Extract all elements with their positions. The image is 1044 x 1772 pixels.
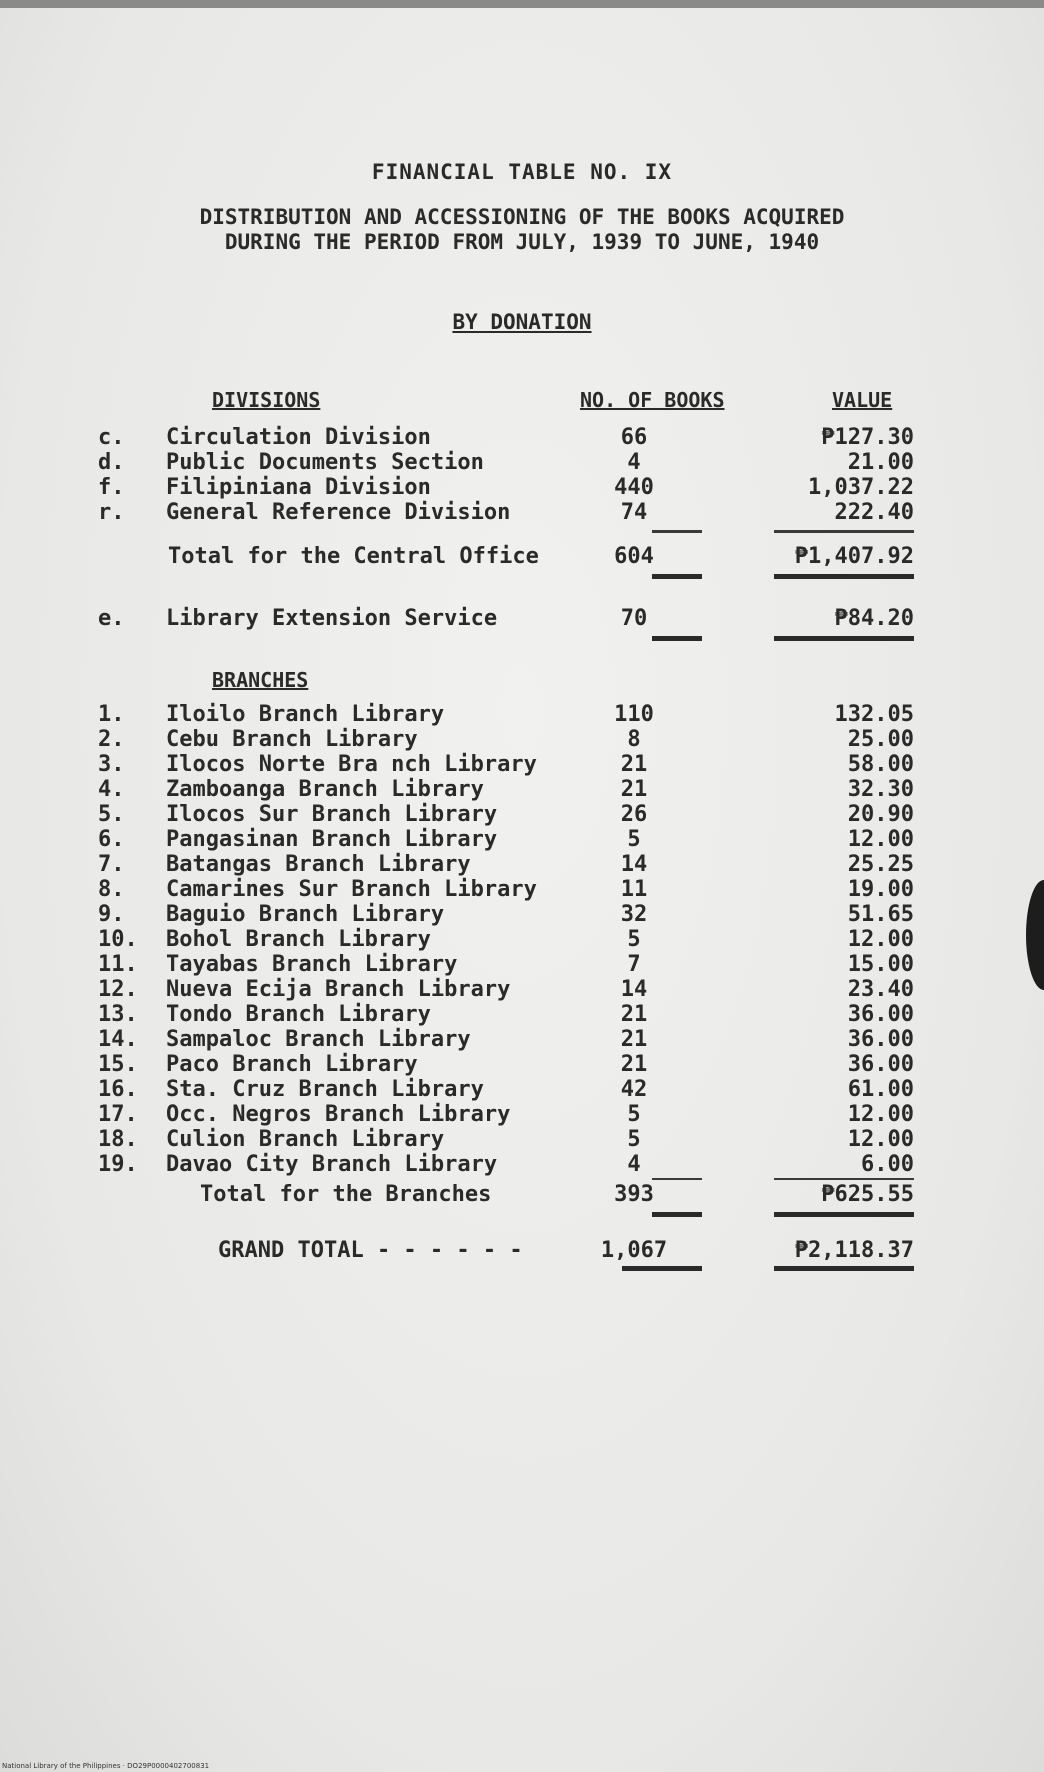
- row-name: Library Extension Service: [166, 606, 498, 631]
- subtitle-line: DURING THE PERIOD FROM JULY, 1939 TO JUNE, 1940: [224, 230, 820, 254]
- row-marker: 17.: [98, 1102, 138, 1127]
- row-value: 58.00: [847, 752, 914, 777]
- row-name: Total for the Central Office: [168, 544, 539, 569]
- table-row: [0, 450, 1044, 475]
- row-marker: 9.: [98, 902, 125, 927]
- branch-row: [0, 852, 1044, 877]
- row-marker: 7.: [98, 852, 125, 877]
- section-title: BY DONATION: [452, 310, 592, 334]
- row-marker: 12.: [98, 977, 138, 1002]
- row-books: 5: [627, 1102, 641, 1127]
- subtotal-rule: [774, 1178, 914, 1180]
- row-name: GRAND TOTAL - - - - - -: [218, 1238, 523, 1263]
- table-title: FINANCIAL TABLE NO. IX: [371, 160, 673, 184]
- table-row: [0, 475, 1044, 500]
- row-value: ₱2,118.37: [794, 1238, 914, 1263]
- branch-row: [0, 902, 1044, 927]
- row-marker: 5.: [98, 802, 125, 827]
- row-marker: 3.: [98, 752, 125, 777]
- row-name: Nueva Ecija Branch Library: [166, 977, 511, 1002]
- books-column-header: NO. OF BOOKS: [580, 388, 725, 412]
- row-marker: 8.: [98, 877, 125, 902]
- row-books: 604: [614, 544, 654, 569]
- branch-row: [0, 927, 1044, 952]
- branch-row: [0, 752, 1044, 777]
- row-value: ₱84.20: [834, 606, 914, 631]
- row-value: 36.00: [847, 1002, 914, 1027]
- row-marker: d.: [98, 450, 125, 475]
- scan-top-edge: [0, 0, 1044, 8]
- row-marker: c.: [98, 425, 125, 450]
- row-name: Filipiniana Division: [166, 475, 431, 500]
- row-value: 20.90: [847, 802, 914, 827]
- branch-row: [0, 1077, 1044, 1102]
- row-marker: f.: [98, 475, 125, 500]
- row-name: Camarines Sur Branch Library: [166, 877, 537, 902]
- row-value: 36.00: [847, 1027, 914, 1052]
- row-books: 110: [614, 702, 654, 727]
- row-books: 393: [614, 1182, 654, 1207]
- row-name: Paco Branch Library: [166, 1052, 418, 1077]
- row-value: 25.25: [847, 852, 914, 877]
- branch-row: [0, 877, 1044, 902]
- row-books: 5: [627, 1127, 641, 1152]
- total-double-rule: [774, 1212, 914, 1217]
- row-books: 21: [620, 1027, 648, 1052]
- row-marker: 11.: [98, 952, 138, 977]
- row-name: Pangasinan Branch Library: [166, 827, 498, 852]
- value-column-header: VALUE: [832, 388, 893, 412]
- row-marker: 4.: [98, 777, 125, 802]
- row-name: Culion Branch Library: [166, 1127, 445, 1152]
- row-value: 12.00: [847, 1102, 914, 1127]
- branches-heading: BRANCHES: [212, 668, 309, 692]
- row-value: ₱625.55: [821, 1182, 914, 1207]
- row-value: 21.00: [847, 450, 914, 475]
- row-value: ₱1,407.92: [794, 544, 914, 569]
- branch-row: [0, 802, 1044, 827]
- row-marker: 14.: [98, 1027, 138, 1052]
- row-books: 440: [614, 475, 654, 500]
- row-name: Sampaloc Branch Library: [166, 1027, 471, 1052]
- row-marker: 10.: [98, 927, 138, 952]
- row-marker: 1.: [98, 702, 125, 727]
- table-row: [0, 500, 1044, 525]
- total-double-rule: [652, 636, 702, 641]
- total-double-rule: [652, 574, 702, 579]
- total-double-rule: [774, 1266, 914, 1271]
- row-books: 32: [620, 902, 648, 927]
- branch-row: [0, 952, 1044, 977]
- row-name: Davao City Branch Library: [166, 1152, 498, 1177]
- table-subtitle: [0, 205, 1044, 255]
- row-books: 21: [620, 1002, 648, 1027]
- row-value: 222.40: [834, 500, 914, 525]
- row-name: Total for the Branches: [200, 1182, 492, 1207]
- row-marker: 15.: [98, 1052, 138, 1077]
- row-name: Sta. Cruz Branch Library: [166, 1077, 484, 1102]
- branch-row: [0, 777, 1044, 802]
- row-marker: 16.: [98, 1077, 138, 1102]
- row-name: Cebu Branch Library: [166, 727, 418, 752]
- row-value: 51.65: [847, 902, 914, 927]
- row-value: 1,037.22: [808, 475, 914, 500]
- row-books: 5: [627, 927, 641, 952]
- row-books: 8: [627, 727, 641, 752]
- row-marker: 19.: [98, 1152, 138, 1177]
- row-name: Batangas Branch Library: [166, 852, 471, 877]
- row-name: Ilocos Norte Bra nch Library: [166, 752, 537, 777]
- total-double-rule: [774, 636, 914, 641]
- row-name: Occ. Negros Branch Library: [166, 1102, 511, 1127]
- scan-footer: National Library of the Philippines · DO29P0000402700831: [2, 1762, 210, 1770]
- branch-row: [0, 727, 1044, 752]
- divisions-column-header: DIVISIONS: [212, 388, 321, 412]
- row-marker: 6.: [98, 827, 125, 852]
- row-name: Zamboanga Branch Library: [166, 777, 484, 802]
- subtotal-rule: [774, 530, 914, 533]
- row-name: Public Documents Section: [166, 450, 484, 475]
- row-name: Bohol Branch Library: [166, 927, 431, 952]
- row-books: 21: [620, 777, 648, 802]
- row-value: 19.00: [847, 877, 914, 902]
- row-books: 5: [627, 827, 641, 852]
- row-books: 7: [627, 952, 641, 977]
- row-books: 14: [620, 852, 648, 877]
- row-marker: e.: [98, 606, 125, 631]
- branch-row: [0, 702, 1044, 727]
- row-books: 21: [620, 752, 648, 777]
- row-name: Ilocos Sur Branch Library: [166, 802, 498, 827]
- row-books: 14: [620, 977, 648, 1002]
- row-name: Iloilo Branch Library: [166, 702, 445, 727]
- branch-row: [0, 1027, 1044, 1052]
- row-name: Tayabas Branch Library: [166, 952, 458, 977]
- row-books: 74: [620, 500, 648, 525]
- table-row: [0, 425, 1044, 450]
- central-office-total-row: [0, 544, 1044, 569]
- total-double-rule: [652, 1212, 702, 1217]
- row-name: Baguio Branch Library: [166, 902, 445, 927]
- branch-row: [0, 1002, 1044, 1027]
- row-name: Circulation Division: [166, 425, 431, 450]
- subtotal-rule: [652, 530, 702, 533]
- row-books: 66: [620, 425, 648, 450]
- row-marker: 13.: [98, 1002, 138, 1027]
- row-value: ₱127.30: [821, 425, 914, 450]
- row-name: General Reference Division: [166, 500, 511, 525]
- row-value: 36.00: [847, 1052, 914, 1077]
- row-value: 15.00: [847, 952, 914, 977]
- row-books: 26: [620, 802, 648, 827]
- branches-total-row: [0, 1182, 1044, 1207]
- row-value: 32.30: [847, 777, 914, 802]
- subtotal-rule: [652, 1178, 702, 1180]
- row-books: 11: [620, 877, 648, 902]
- branch-row: [0, 1152, 1044, 1177]
- row-books: 21: [620, 1052, 648, 1077]
- branch-row: [0, 977, 1044, 1002]
- grand-total-row: [0, 1238, 1044, 1263]
- row-value: 12.00: [847, 827, 914, 852]
- branch-row: [0, 827, 1044, 852]
- row-name: Tondo Branch Library: [166, 1002, 431, 1027]
- library-extension-row: [0, 606, 1044, 631]
- row-books: 70: [620, 606, 648, 631]
- row-value: 132.05: [834, 702, 914, 727]
- row-marker: 18.: [98, 1127, 138, 1152]
- total-double-rule: [774, 574, 914, 579]
- row-marker: 2.: [98, 727, 125, 752]
- branch-row: [0, 1127, 1044, 1152]
- row-marker: r.: [98, 500, 125, 525]
- row-value: 25.00: [847, 727, 914, 752]
- row-value: 12.00: [847, 1127, 914, 1152]
- row-books: 1,067: [600, 1238, 668, 1263]
- row-books: 4: [627, 1152, 641, 1177]
- total-double-rule: [622, 1266, 702, 1271]
- subtitle-line: DISTRIBUTION AND ACCESSIONING OF THE BOOKS ACQUIRED: [199, 205, 845, 229]
- row-value: 23.40: [847, 977, 914, 1002]
- branch-row: [0, 1052, 1044, 1077]
- row-books: 4: [627, 450, 641, 475]
- row-value: 61.00: [847, 1077, 914, 1102]
- branch-row: [0, 1102, 1044, 1127]
- row-value: 12.00: [847, 927, 914, 952]
- row-books: 42: [620, 1077, 648, 1102]
- row-value: 6.00: [861, 1152, 914, 1177]
